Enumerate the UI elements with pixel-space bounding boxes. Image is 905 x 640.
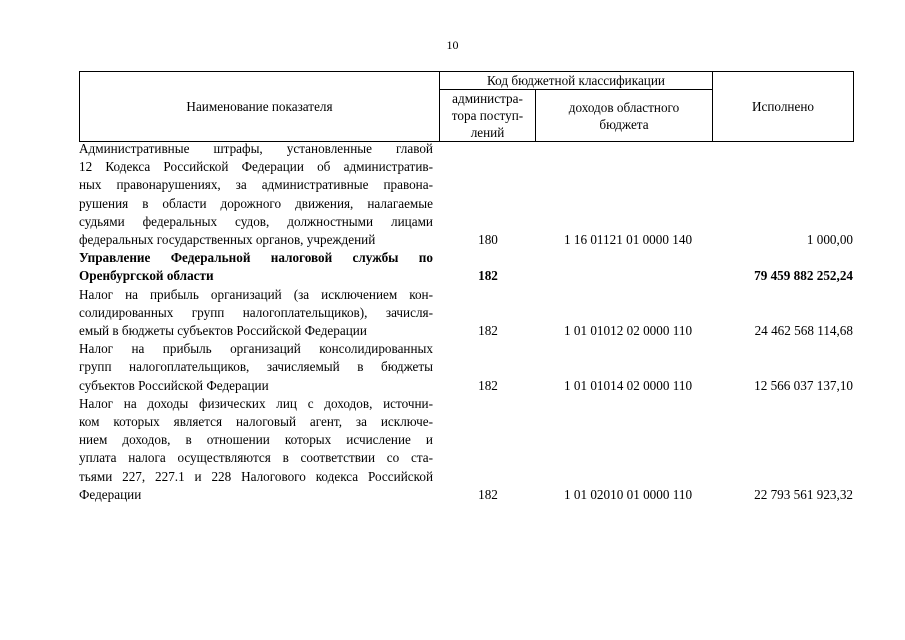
admin-code: 180 bbox=[478, 232, 498, 248]
header-admin-line: администра- bbox=[452, 91, 523, 106]
name-line: Управление Федеральной налоговой службы по bbox=[79, 250, 433, 266]
table-row bbox=[79, 140, 853, 249]
income-code: 1 16 01121 01 0000 140 bbox=[563, 232, 693, 248]
header-name-column: Наименование показателя bbox=[80, 72, 440, 142]
header-admin-line: тора поступ- bbox=[451, 108, 524, 123]
page-number: 10 bbox=[446, 38, 459, 52]
name-line: ком которых является налоговый агент, за исключе- bbox=[79, 414, 433, 430]
header-income-column bbox=[536, 90, 713, 142]
name-line: тьями 227, 227.1 и 228 Налогового кодекса Российской bbox=[79, 468, 433, 484]
header-admin-column bbox=[440, 90, 536, 142]
indicator-name bbox=[79, 395, 433, 504]
name-line: Федерации bbox=[79, 486, 142, 502]
income-code: 1 01 01014 02 0000 110 bbox=[563, 377, 693, 393]
header-admin-line: лений bbox=[470, 125, 505, 140]
name-line: нием доходов, в отношении которых исчисление и bbox=[79, 432, 433, 448]
executed-amount: 22 793 561 923,32 bbox=[754, 486, 853, 502]
table-header bbox=[79, 71, 854, 142]
indicator-name bbox=[79, 249, 433, 285]
indicator-name bbox=[79, 140, 433, 249]
header-code-group: Код бюджетной классификации bbox=[440, 72, 713, 90]
executed-amount: 1 000,00 bbox=[806, 232, 853, 248]
income-code: 1 01 01012 02 0000 110 bbox=[563, 323, 693, 339]
table-row bbox=[79, 249, 853, 285]
name-line: федеральных государственных органов, учреждений bbox=[79, 232, 376, 248]
table-body bbox=[79, 140, 853, 504]
name-line: Административные штрафы, установленные главой bbox=[79, 141, 433, 156]
executed-amount: 12 566 037 137,10 bbox=[754, 377, 853, 393]
name-line: 12 Кодекса Российской Федерации об административ- bbox=[79, 159, 433, 175]
indicator-name bbox=[79, 340, 433, 395]
name-line: судьями федеральных судов, должностными лицами bbox=[79, 213, 433, 229]
admin-code: 182 bbox=[478, 323, 498, 339]
table-row bbox=[79, 395, 853, 504]
name-line: рушения в области дорожного движения, налагаемые bbox=[79, 195, 433, 211]
admin-code: 182 bbox=[478, 377, 498, 393]
header-income-line: бюджета bbox=[599, 116, 649, 132]
admin-code: 182 bbox=[478, 268, 498, 284]
table-row bbox=[79, 340, 853, 395]
name-line: субъектов Российской Федерации bbox=[79, 377, 269, 393]
executed-amount: 24 462 568 114,68 bbox=[754, 323, 853, 339]
executed-amount: 79 459 882 252,24 bbox=[754, 268, 853, 284]
indicator-name bbox=[79, 286, 433, 341]
header-income-line: доходов областного bbox=[568, 99, 680, 115]
name-line: уплата налога осуществляются в соответствии со ста- bbox=[79, 450, 433, 466]
table-row bbox=[79, 286, 853, 341]
name-line: ных правонарушениях, за административные правона- bbox=[79, 177, 433, 193]
name-line: Налог на прибыль организаций консолидированных bbox=[79, 341, 433, 357]
name-line: солидированных групп налогоплательщиков), зачисля- bbox=[79, 304, 433, 320]
name-line: Налог на прибыль организаций (за исключением кон- bbox=[79, 286, 433, 302]
name-line: Налог на доходы физических лиц с доходов, источни- bbox=[79, 395, 433, 411]
admin-code: 182 bbox=[478, 486, 498, 502]
name-line: Оренбургской области bbox=[79, 268, 214, 284]
income-code: 1 01 02010 01 0000 110 bbox=[563, 486, 693, 502]
name-line: групп налогоплательщиков, зачисляемый в бюджеты bbox=[79, 359, 433, 375]
name-line: емый в бюджеты субъектов Российской Федерации bbox=[79, 323, 367, 339]
header-executed-column: Исполнено bbox=[713, 72, 854, 142]
